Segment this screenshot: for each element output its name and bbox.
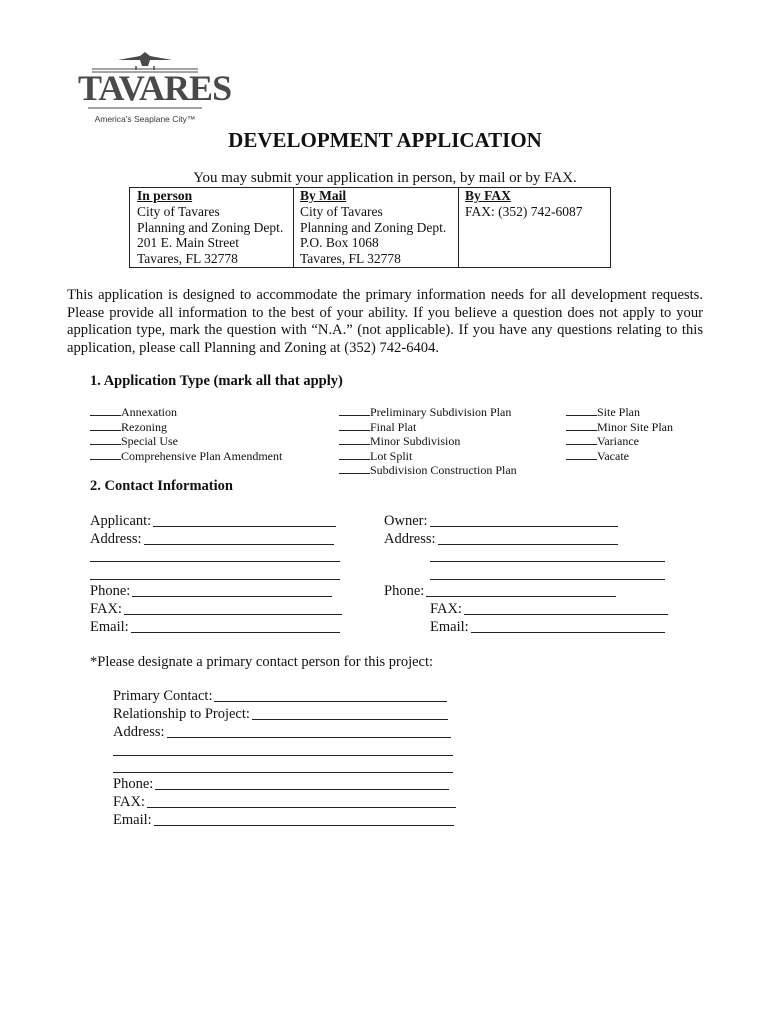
checkbox-comprehensive-plan-amendment[interactable]: Comprehensive Plan Amendment <box>90 449 282 464</box>
in-person-line: Planning and Zoning Dept. <box>137 219 284 235</box>
by-mail-line: Planning and Zoning Dept. <box>300 219 447 235</box>
primary-email-field[interactable]: Email: <box>113 811 454 829</box>
checkbox-final-plat[interactable]: Final Plat <box>339 420 517 435</box>
by-mail-header: By Mail <box>300 188 347 203</box>
checkbox-rezoning[interactable]: Rezoning <box>90 420 282 435</box>
instructions-paragraph: This application is designed to accommodate the primary information needs for all development requests. Please provide all information to the best of your ability. If you believe a question does not apply to your application type, mark the question with “N.A.” (not applicable). If you have any questions relating to this application, please call Planning and Zoning at (352) 742-6404. <box>67 287 703 356</box>
by-mail-line: P.O. Box 1068 <box>300 235 379 251</box>
by-fax-line: FAX: (352) 742-6087 <box>465 203 583 219</box>
applicant-address-line-3[interactable] <box>90 579 340 580</box>
primary-contact-note: *Please designate a primary contact person for this project: <box>90 654 434 670</box>
applicant-field[interactable]: Applicant: <box>90 512 336 530</box>
checkbox-minor-subdivision[interactable]: Minor Subdivision <box>339 434 517 449</box>
in-person-line: Tavares, FL 32778 <box>137 251 238 267</box>
primary-phone-field[interactable]: Phone: <box>113 775 449 793</box>
section-contact-information-title: 2. Contact Information <box>90 478 233 494</box>
owner-address-field[interactable]: Address: <box>384 530 618 548</box>
in-person-column <box>130 188 294 267</box>
submission-intro: You may submit your application in person, by mail or by FAX. <box>193 170 577 186</box>
checkbox-vacate[interactable]: Vacate <box>566 449 673 464</box>
application-type-column-2 <box>339 405 517 478</box>
owner-field[interactable]: Owner: <box>384 512 618 530</box>
primary-address-line-3[interactable] <box>113 772 453 773</box>
checkbox-lot-split[interactable]: Lot Split <box>339 449 517 464</box>
checkbox-subdivision-construction-plan[interactable]: Subdivision Construction Plan <box>339 463 517 478</box>
primary-contact-field[interactable]: Primary Contact: <box>113 687 447 705</box>
by-fax-header: By FAX <box>465 188 511 203</box>
owner-phone-field[interactable]: Phone: <box>384 582 616 600</box>
checkbox-variance[interactable]: Variance <box>566 434 673 449</box>
in-person-line: 201 E. Main Street <box>137 235 239 251</box>
in-person-header: In person <box>137 188 193 203</box>
applicant-fax-field[interactable]: FAX: <box>90 600 342 618</box>
owner-address-line-2[interactable] <box>430 561 665 562</box>
primary-fax-field[interactable]: FAX: <box>113 793 456 811</box>
logo-tagline: America's Seaplane City™ <box>94 114 196 124</box>
applicant-email-field[interactable]: Email: <box>90 618 340 636</box>
applicant-phone-field[interactable]: Phone: <box>90 582 332 600</box>
checkbox-minor-site-plan[interactable]: Minor Site Plan <box>566 420 673 435</box>
page-title: DEVELOPMENT APPLICATION <box>228 128 542 152</box>
in-person-line: City of Tavares <box>137 203 220 219</box>
owner-fax-field[interactable]: FAX: <box>430 600 668 618</box>
tavares-logo <box>78 52 232 130</box>
application-type-column-3 <box>566 405 673 463</box>
by-mail-column <box>294 188 459 267</box>
applicant-address-line-2[interactable] <box>90 561 340 562</box>
section-application-type-title: 1. Application Type (mark all that apply) <box>90 373 343 389</box>
application-type-column-1 <box>90 405 282 463</box>
by-mail-line: Tavares, FL 32778 <box>300 251 401 267</box>
owner-address-line-3[interactable] <box>430 579 665 580</box>
logo-wordmark: TAVARES <box>78 68 232 108</box>
applicant-address-field[interactable]: Address: <box>90 530 334 548</box>
relationship-to-project-field[interactable]: Relationship to Project: <box>113 705 448 723</box>
submission-methods-table <box>129 187 611 268</box>
checkbox-preliminary-subdivision-plan[interactable]: Preliminary Subdivision Plan <box>339 405 517 420</box>
primary-address-line-2[interactable] <box>113 755 453 756</box>
checkbox-special-use[interactable]: Special Use <box>90 434 282 449</box>
primary-address-field[interactable]: Address: <box>113 723 451 741</box>
by-mail-line: City of Tavares <box>300 203 383 219</box>
owner-email-field[interactable]: Email: <box>430 618 665 636</box>
checkbox-annexation[interactable]: Annexation <box>90 405 282 420</box>
by-fax-column <box>459 188 611 267</box>
checkbox-site-plan[interactable]: Site Plan <box>566 405 673 420</box>
